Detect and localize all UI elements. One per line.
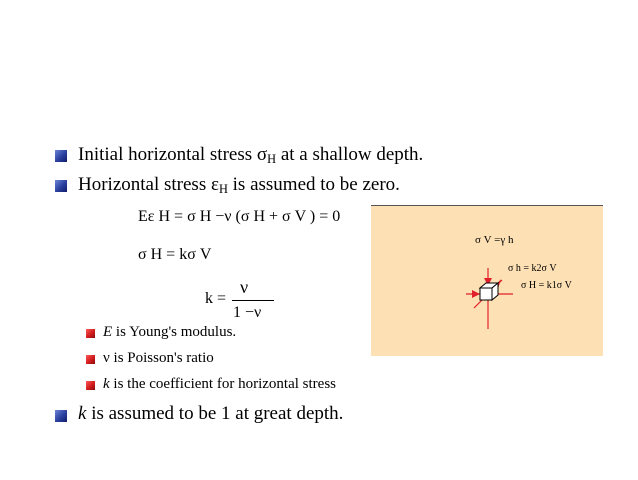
bullet-text: Horizontal stress: [78, 174, 211, 195]
subscript: H: [218, 182, 228, 197]
equation-k-numerator: [240, 277, 248, 298]
arrow-right-icon: [472, 290, 480, 298]
equation-strain: [138, 208, 340, 226]
symbol: ν: [103, 350, 110, 366]
bullet-text: is assumed to be 1 at great depth.: [86, 403, 344, 424]
symbol: E: [103, 324, 113, 340]
cube-front: [480, 288, 492, 300]
bullet-icon: [55, 150, 67, 162]
numerator: ν: [240, 277, 249, 297]
stress-cube-diagram: [371, 206, 603, 356]
sub-bullet-icon: [86, 355, 95, 364]
symbol: k: [78, 403, 87, 424]
sigma-H-label: σ H = k1σ V: [521, 280, 572, 291]
sigma-v-label: σ V =γ h: [475, 234, 514, 246]
bullet-icon: [55, 410, 67, 422]
subscript: H: [267, 152, 277, 167]
bullet-horizontal-strain: [78, 174, 400, 197]
equation-text: Eε H = σ H −ν (σ H + σ V ) = 0: [138, 208, 341, 225]
sub-bullet-coefficient: [103, 376, 336, 393]
bullet-text: at a shallow depth.: [276, 144, 424, 165]
bullet-text: Initial horizontal stress: [78, 144, 257, 165]
sigma-symbol: σ: [256, 144, 268, 165]
sub-bullet-poissons-ratio: [103, 350, 214, 367]
equation-text: σ H = kσ V: [138, 246, 212, 263]
sub-bullet-text: is Poisson's ratio: [109, 350, 214, 366]
bullet-great-depth: [78, 403, 343, 425]
sub-bullet-icon: [86, 381, 95, 390]
bullet-icon: [55, 180, 67, 192]
sub-bullet-youngs-modulus: [103, 324, 236, 341]
equation-k-denominator: [233, 304, 261, 322]
denominator: 1 −ν: [233, 304, 262, 321]
sub-bullet-icon: [86, 329, 95, 338]
epsilon-symbol: ε: [210, 174, 219, 195]
sub-bullet-text: is the coefficient for horizontal stress: [109, 376, 336, 392]
equation-stress-ratio: [138, 246, 211, 264]
sigma-h-label: σ h = k2σ V: [508, 263, 557, 274]
stress-diagram-panel: [371, 205, 603, 356]
equation-k: [205, 290, 226, 308]
bullet-text: is assumed to be zero.: [227, 174, 400, 195]
symbol: k: [103, 376, 110, 392]
sub-bullet-text: is Young's modulus.: [112, 324, 237, 340]
bullet-initial-horizontal-stress: [78, 144, 423, 167]
fraction-bar: [232, 300, 274, 301]
equation-lhs: k =: [205, 290, 227, 307]
